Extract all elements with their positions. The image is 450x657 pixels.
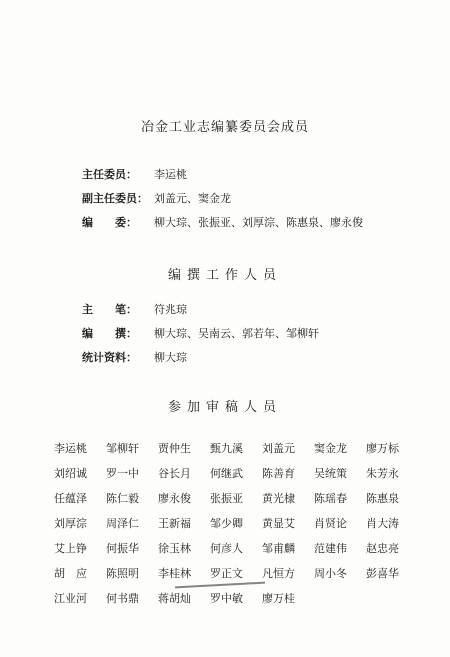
reviewer-name: 廖永俊 [158,492,191,505]
reviewer-name: 江业河 [54,592,87,605]
role-value: 柳大琮、吴南云、郭若年、邹柳轩 [154,327,319,340]
reviewer-name: 艾上铮 [54,542,87,555]
reviewer-name: 黄显艾 [262,517,295,530]
reviewer-name: 吴统策 [314,467,347,480]
reviewer-name: 廖万桂 [262,592,295,605]
committee-title: 冶金工业志编纂委员会成员 [140,120,309,135]
reviewer-name: 何继武 [210,467,243,480]
reviewer-name: 凡恒方 [262,567,295,580]
reviewer-name: 陈瑶春 [314,492,347,505]
reviewer-name: 徐玉林 [158,542,191,555]
reviewer-name: 陈善育 [262,467,295,480]
reviewer-name: 罗一中 [106,467,139,480]
reviewer-name: 何彦人 [210,542,243,555]
role-row [82,322,319,346]
committee-roles [82,163,363,235]
reviewer-name: 贾仲生 [158,442,191,455]
role-row [82,211,363,235]
reviewer-name: 窦金龙 [314,442,347,455]
reviewer-name: 邹甫麟 [262,542,295,555]
role-row [82,346,319,370]
reviewer-name: 周小冬 [314,567,347,580]
role-label: 编 撰： [82,327,137,340]
reviewer-name: 王新福 [158,517,191,530]
reviewer-name: 何振华 [106,542,139,555]
role-row [82,187,363,211]
reviewer-name: 胡 应 [54,567,87,580]
role-value: 刘盖元、窦金龙 [154,192,231,205]
reviewer-name: 朱芳永 [366,467,399,480]
staff-roles [82,298,319,370]
reviewer-name: 邹少卿 [210,517,243,530]
reviewer-name: 彭喜华 [366,567,399,580]
role-value: 柳大琮、张振亚、刘厚淙、陈惠泉、廖永俊 [154,216,363,229]
reviewer-name: 范建伟 [314,542,347,555]
reviewer-name: 刘厚淙 [54,517,87,530]
reviewer-name: 廖万标 [366,442,399,455]
role-row [82,163,363,187]
role-label: 主 笔： [82,303,137,316]
staff-title: 编撰工作人员 [167,268,282,283]
reviewer-name: 刘绍诚 [54,467,87,480]
reviewer-name: 黄光棣 [262,492,295,505]
reviewer-name: 陈惠泉 [366,492,399,505]
role-row [82,298,319,322]
role-label: 主任委员： [82,168,137,181]
role-label: 统计资料： [82,351,137,364]
role-value: 符兆琼 [154,303,187,316]
role-value: 柳大琮 [154,351,187,364]
reviewer-name: 刘盖元 [262,442,295,455]
reviewer-name: 周泽仁 [106,517,139,530]
reviewer-name: 李运桃 [54,442,87,455]
role-value: 李运桃 [154,168,187,181]
role-label: 副主任委员： [82,192,148,205]
reviewer-name: 何书鼎 [106,592,139,605]
reviewer-name: 肖大涛 [366,517,399,530]
reviewer-name: 赵忠亮 [366,542,399,555]
reviewer-name: 肖贤论 [314,517,347,530]
reviewer-name: 蒋胡灿 [158,592,191,605]
role-label: 编 委： [82,216,137,229]
reviewer-name: 陈照明 [106,567,139,580]
reviewer-name: 李桂林 [158,567,191,580]
reviewer-name: 邹柳轩 [106,442,139,455]
reviewer-name: 谷长月 [158,467,191,480]
reviewer-name: 罗中敏 [210,592,243,605]
reviewer-name: 陈仁毅 [106,492,139,505]
reviewers-title: 参加审稿人员 [167,400,282,415]
reviewer-name: 甄九溪 [210,442,243,455]
reviewer-name: 任蕴泽 [54,492,87,505]
reviewer-name: 张振亚 [210,492,243,505]
reviewer-name: 罗正文 [210,567,243,580]
